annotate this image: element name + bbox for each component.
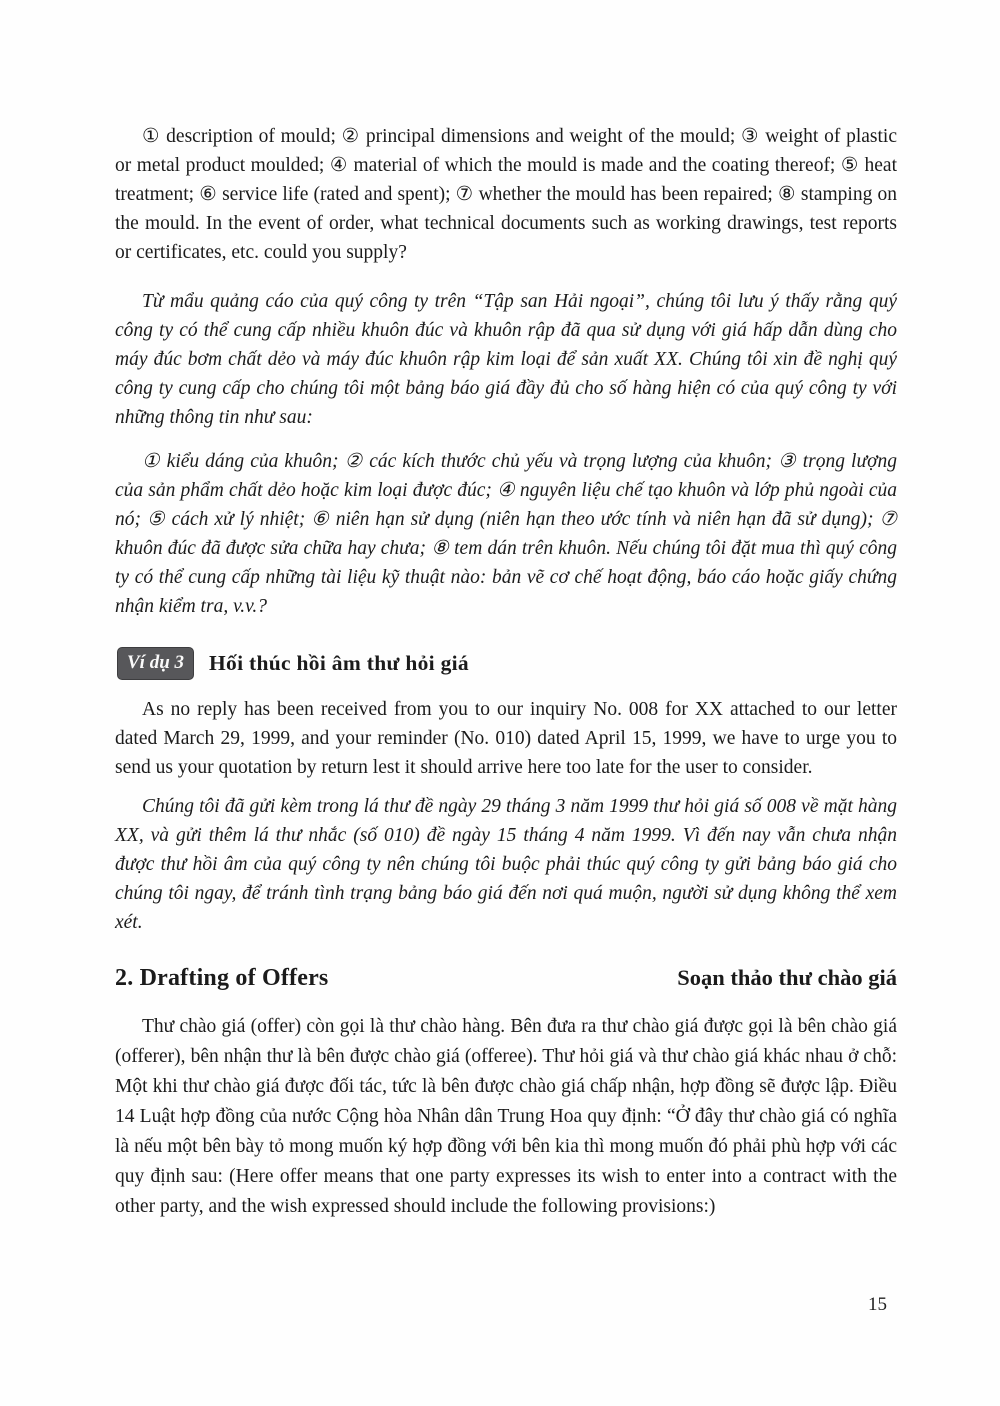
paragraph-mould-intro-vi: Từ mẩu quảng cáo của quý công ty trên “Tập san Hải ngoại”, chúng tôi lưu ý thấy rằng quý công ty có thể cung cấp nhiều khuôn đúc và khuôn rập đã qua sử dụng với giá hấp dẫn dùng cho máy đúc bơm chất dẻo và máy đúc khuôn rập kim loại để sản xuất XX. Chúng tôi xin đề nghị quý công ty cung cấp cho chúng tôi một bảng báo giá đầy đủ cho số hàng hiện có của quý công ty với những thông tin như sau: [115,291,897,428]
paragraph-mould-checklist-en: ① description of mould; ② principal dimensions and weight of the mould; ③ weight of plastic or metal product moulded; ④ material of which the mould is made and the coating thereof; ⑤ heat treatment; ⑥ service life (rated and spent); ⑦ whether the mould has been repaired; ⑧ stamping on the mould. In the event of order, what technical documents such as working drawings, test reports or certificates, etc. could you supply? [115,126,897,263]
paragraph-mould-checklist-vi: ① kiểu dáng của khuôn; ② các kích thước chủ yếu và trọng lượng của khuôn; ③ trọng lượng của sản phẩm chất dẻo hoặc kim loại được đúc; ④ nguyên liệu chế tạo khuôn và lớp phủ ngoài của nó; ⑤ cách xử lý nhiệt; ⑥ niên hạn sử dụng (niên hạn theo ước tính và niên hạn đã sử dụng); ⑦ khuôn đúc đã được sửa chữa hay chưa; ⑧ tem dán trên khuôn. Nếu chúng tôi đặt mua thì quý công ty có thể cung cấp những tài liệu kỹ thuật nào: bản vẽ cơ chế hoạt động, báo cáo hoặc giấy chứng nhận kiểm tra, v.v.? [115,451,897,617]
page-content [115,122,897,1222]
example-badge: Ví dụ 3 [117,647,194,680]
example-title: Hối thúc hồi âm thư hỏi giá [209,651,469,675]
page-number: 15 [868,1294,887,1315]
example-heading [117,647,897,680]
paragraph-urge-en: As no reply has been received from you to our inquiry No. 008 for XX attached to our letter dated March 29, 1999, and your reminder (No. 010) dated April 15, 1999, we have to urge you to send us your quotation by return lest it should arrive here too late for the user to consider. [115,699,897,778]
paragraph-urge-vi: Chúng tôi đã gửi kèm trong lá thư đề ngày 29 tháng 3 năm 1999 thư hỏi giá số 008 về mặt hàng XX, và gửi thêm lá thư nhắc (số 010) đề ngày 15 tháng 4 năm 1999. Vì đến nay vẫn chưa nhận được thư hồi âm của quý công ty nên chúng tôi buộc phải thúc quý công ty gửi bảng báo giá cho chúng tôi ngay, để tránh tình trạng bảng báo giá đến nơi quá muộn, người sử dụng không thể xem xét. [115,796,897,933]
section-title-en: 2. Drafting of Offers [115,965,329,991]
section-heading [115,965,897,992]
section-title-vi: Soạn thảo thư chào giá [677,965,897,990]
paragraph-offer-definition-vi: Thư chào giá (offer) còn gọi là thư chào hàng. Bên đưa ra thư chào giá được gọi là bên chào giá (offerer), bên nhận thư là bên được chào giá (offeree). Thư hỏi giá và thư chào giá khác nhau ở chỗ: Một khi thư chào giá được đối tác, tức là bên được chào giá chấp nhận, hợp đồng sẽ được lập. Điều 14 Luật hợp đồng của nước Cộng hòa Nhân dân Trung Hoa quy định: “Ở đây thư chào giá có nghĩa là nếu một bên bày tỏ mong muốn ký hợp đồng với bên kia thì mong muốn đó phải phù hợp với các quy định sau: (Here offer means that one party expresses its wish to enter into a contract with the other party, and the wish expressed should include the following provisions:) [115,1016,897,1217]
